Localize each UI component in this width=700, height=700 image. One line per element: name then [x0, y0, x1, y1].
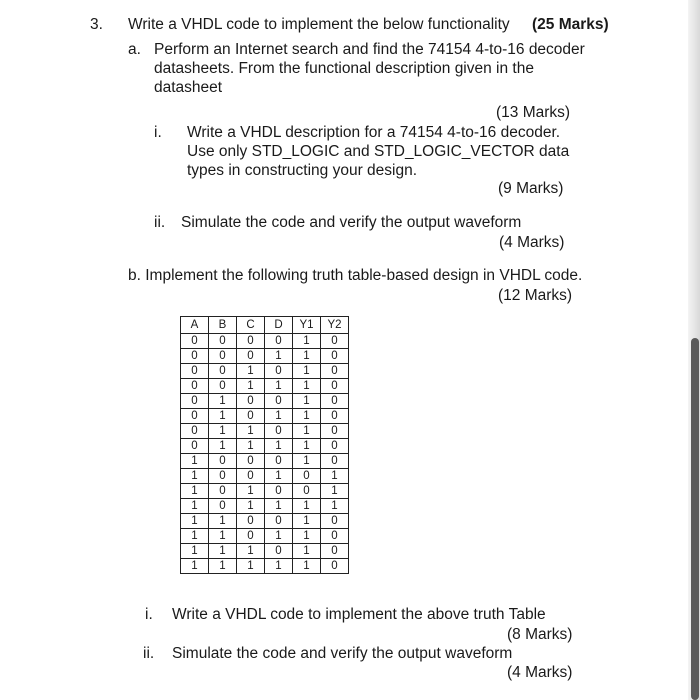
truth-table-cell: 1: [321, 469, 349, 484]
part-b-ii-text: Simulate the code and verify the output waveform: [172, 645, 513, 662]
part-a-i-marks: (9 Marks): [498, 180, 564, 197]
truth-table-row: [181, 514, 349, 529]
truth-table-cell: 1: [293, 349, 321, 364]
truth-table-cell: 0: [265, 484, 293, 499]
scrollbar-thumb[interactable]: [691, 338, 699, 700]
truth-table-cell: 1: [265, 349, 293, 364]
truth-table-header-cell: D: [265, 317, 293, 334]
truth-table-cell: 0: [321, 409, 349, 424]
question-number: 3.: [90, 16, 103, 33]
part-a-ii-text: Simulate the code and verify the output waveform: [181, 214, 522, 231]
part-b-marks: (12 Marks): [498, 287, 573, 304]
truth-table-cell: 0: [209, 454, 237, 469]
part-a-i-line-2: Use only STD_LOGIC and STD_LOGIC_VECTOR data: [187, 143, 570, 160]
truth-table-cell: 1: [237, 439, 265, 454]
truth-table-cell: 0: [321, 379, 349, 394]
truth-table-cell: 1: [181, 469, 209, 484]
truth-table-header-cell: Y1: [293, 317, 321, 334]
part-b-i-num: i.: [145, 606, 153, 623]
truth-table-cell: 0: [237, 454, 265, 469]
truth-table-cell: 0: [265, 454, 293, 469]
truth-table-cell: 0: [321, 514, 349, 529]
truth-table-cell: 1: [181, 514, 209, 529]
truth-table-cell: 0: [181, 439, 209, 454]
truth-table: [180, 316, 349, 574]
truth-table-cell: 1: [181, 529, 209, 544]
truth-table-cell: 0: [265, 544, 293, 559]
truth-table-cell: 0: [265, 364, 293, 379]
truth-table-cell: 0: [209, 349, 237, 364]
truth-table-cell: 0: [237, 349, 265, 364]
truth-table-row: [181, 544, 349, 559]
part-a-marks: (13 Marks): [496, 104, 571, 121]
truth-table-cell: 1: [293, 544, 321, 559]
truth-table-cell: 1: [293, 334, 321, 349]
truth-table-row: [181, 439, 349, 454]
truth-table-row: [181, 334, 349, 349]
truth-table-cell: 0: [321, 439, 349, 454]
truth-table-cell: 0: [293, 484, 321, 499]
truth-table-cell: 1: [265, 559, 293, 574]
truth-table-cell: 0: [321, 424, 349, 439]
truth-table-cell: 0: [181, 349, 209, 364]
part-a-line-1: Perform an Internet search and find the 74154 4-to-16 decoder: [154, 41, 585, 58]
truth-table-cell: 1: [293, 394, 321, 409]
truth-table-cell: 0: [237, 334, 265, 349]
part-a-ii-num: ii.: [154, 214, 166, 231]
truth-table-cell: 0: [321, 454, 349, 469]
truth-table-row: [181, 409, 349, 424]
truth-table-cell: 1: [293, 559, 321, 574]
truth-table-cell: 1: [181, 454, 209, 469]
truth-table-cell: 0: [293, 469, 321, 484]
truth-table-cell: 0: [265, 514, 293, 529]
part-a-line-2: datasheets. From the functional description given in the: [154, 60, 534, 77]
truth-table-cell: 1: [237, 544, 265, 559]
truth-table-cell: 1: [209, 544, 237, 559]
truth-table-cell: 1: [321, 484, 349, 499]
truth-table-cell: 1: [209, 529, 237, 544]
truth-table-cell: 1: [209, 514, 237, 529]
truth-table-cell: 1: [265, 469, 293, 484]
truth-table-cell: 1: [293, 379, 321, 394]
truth-table-cell: 0: [181, 394, 209, 409]
truth-table-cell: 0: [237, 394, 265, 409]
part-a-line-3: datasheet: [154, 79, 223, 96]
truth-table-cell: 1: [293, 499, 321, 514]
truth-table-cell: 0: [209, 364, 237, 379]
truth-table-cell: 1: [237, 484, 265, 499]
truth-table-cell: 1: [181, 484, 209, 499]
truth-table-cell: 1: [293, 439, 321, 454]
question-marks: (25 Marks): [532, 16, 609, 33]
truth-table-cell: 1: [293, 529, 321, 544]
truth-table-cell: 0: [209, 379, 237, 394]
truth-table-cell: 0: [181, 409, 209, 424]
part-a-letter: a.: [128, 41, 141, 58]
part-b-ii-marks: (4 Marks): [507, 664, 573, 681]
truth-table-header-row: [181, 317, 349, 334]
truth-table-cell: 0: [209, 334, 237, 349]
truth-table-cell: 1: [181, 544, 209, 559]
truth-table-row: [181, 484, 349, 499]
truth-table-row: [181, 529, 349, 544]
truth-table-cell: 0: [237, 409, 265, 424]
truth-table-cell: 1: [237, 559, 265, 574]
truth-table-cell: 0: [209, 484, 237, 499]
part-a-i-line-1: Write a VHDL description for a 74154 4-to-16 decoder.: [187, 124, 561, 141]
truth-table-row: [181, 559, 349, 574]
truth-table-header-cell: B: [209, 317, 237, 334]
truth-table-cell: 0: [321, 529, 349, 544]
truth-table-cell: 0: [321, 394, 349, 409]
truth-table-cell: 0: [209, 469, 237, 484]
truth-table-cell: 0: [237, 514, 265, 529]
truth-table-row: [181, 349, 349, 364]
truth-table-cell: 1: [265, 439, 293, 454]
truth-table-row: [181, 454, 349, 469]
truth-table-cell: 0: [321, 349, 349, 364]
truth-table-cell: 1: [321, 499, 349, 514]
question-title: Write a VHDL code to implement the below functionality: [128, 16, 510, 33]
truth-table-row: [181, 499, 349, 514]
truth-table-cell: 1: [181, 499, 209, 514]
truth-table-cell: 0: [237, 469, 265, 484]
truth-table-header-cell: C: [237, 317, 265, 334]
truth-table-cell: 1: [209, 394, 237, 409]
truth-table-cell: 1: [265, 529, 293, 544]
part-a-ii-marks: (4 Marks): [499, 234, 565, 251]
truth-table-cell: 0: [265, 334, 293, 349]
truth-table-cell: 1: [293, 514, 321, 529]
truth-table-row: [181, 364, 349, 379]
truth-table-cell: 1: [209, 409, 237, 424]
truth-table-cell: 0: [237, 529, 265, 544]
part-a-i-num: i.: [154, 124, 162, 141]
truth-table-cell: 1: [293, 454, 321, 469]
truth-table-cell: 1: [237, 364, 265, 379]
truth-table-cell: 0: [181, 364, 209, 379]
truth-table-header-cell: A: [181, 317, 209, 334]
part-a-i-line-3: types in constructing your design.: [187, 162, 418, 179]
truth-table-cell: 0: [181, 334, 209, 349]
truth-table-row: [181, 469, 349, 484]
truth-table-header-cell: Y2: [321, 317, 349, 334]
truth-table-cell: 0: [265, 394, 293, 409]
truth-table-cell: 1: [293, 364, 321, 379]
truth-table-row: [181, 394, 349, 409]
truth-table-cell: 0: [181, 424, 209, 439]
truth-table-cell: 0: [321, 544, 349, 559]
part-b-i-text: Write a VHDL code to implement the above truth Table: [172, 606, 546, 623]
truth-table-cell: 1: [209, 424, 237, 439]
truth-table-row: [181, 379, 349, 394]
truth-table-row: [181, 424, 349, 439]
truth-table-cell: 1: [209, 439, 237, 454]
truth-table-cell: 1: [237, 379, 265, 394]
part-b-text: b. Implement the following truth table-based design in VHDL code.: [128, 267, 583, 284]
truth-table-cell: 1: [293, 409, 321, 424]
truth-table-cell: 0: [321, 364, 349, 379]
truth-table-cell: 1: [265, 409, 293, 424]
truth-table-cell: 0: [209, 499, 237, 514]
truth-table-cell: 1: [209, 559, 237, 574]
truth-table-cell: 1: [181, 559, 209, 574]
truth-table-cell: 1: [237, 499, 265, 514]
part-b-ii-num: ii.: [143, 645, 155, 662]
truth-table-cell: 1: [265, 499, 293, 514]
part-b-i-marks: (8 Marks): [507, 626, 573, 643]
truth-table-cell: 0: [321, 334, 349, 349]
truth-table-cell: 1: [237, 424, 265, 439]
truth-table-cell: 0: [265, 424, 293, 439]
truth-table-cell: 0: [181, 379, 209, 394]
truth-table-cell: 1: [293, 424, 321, 439]
truth-table-cell: 1: [265, 379, 293, 394]
truth-table-cell: 0: [321, 559, 349, 574]
